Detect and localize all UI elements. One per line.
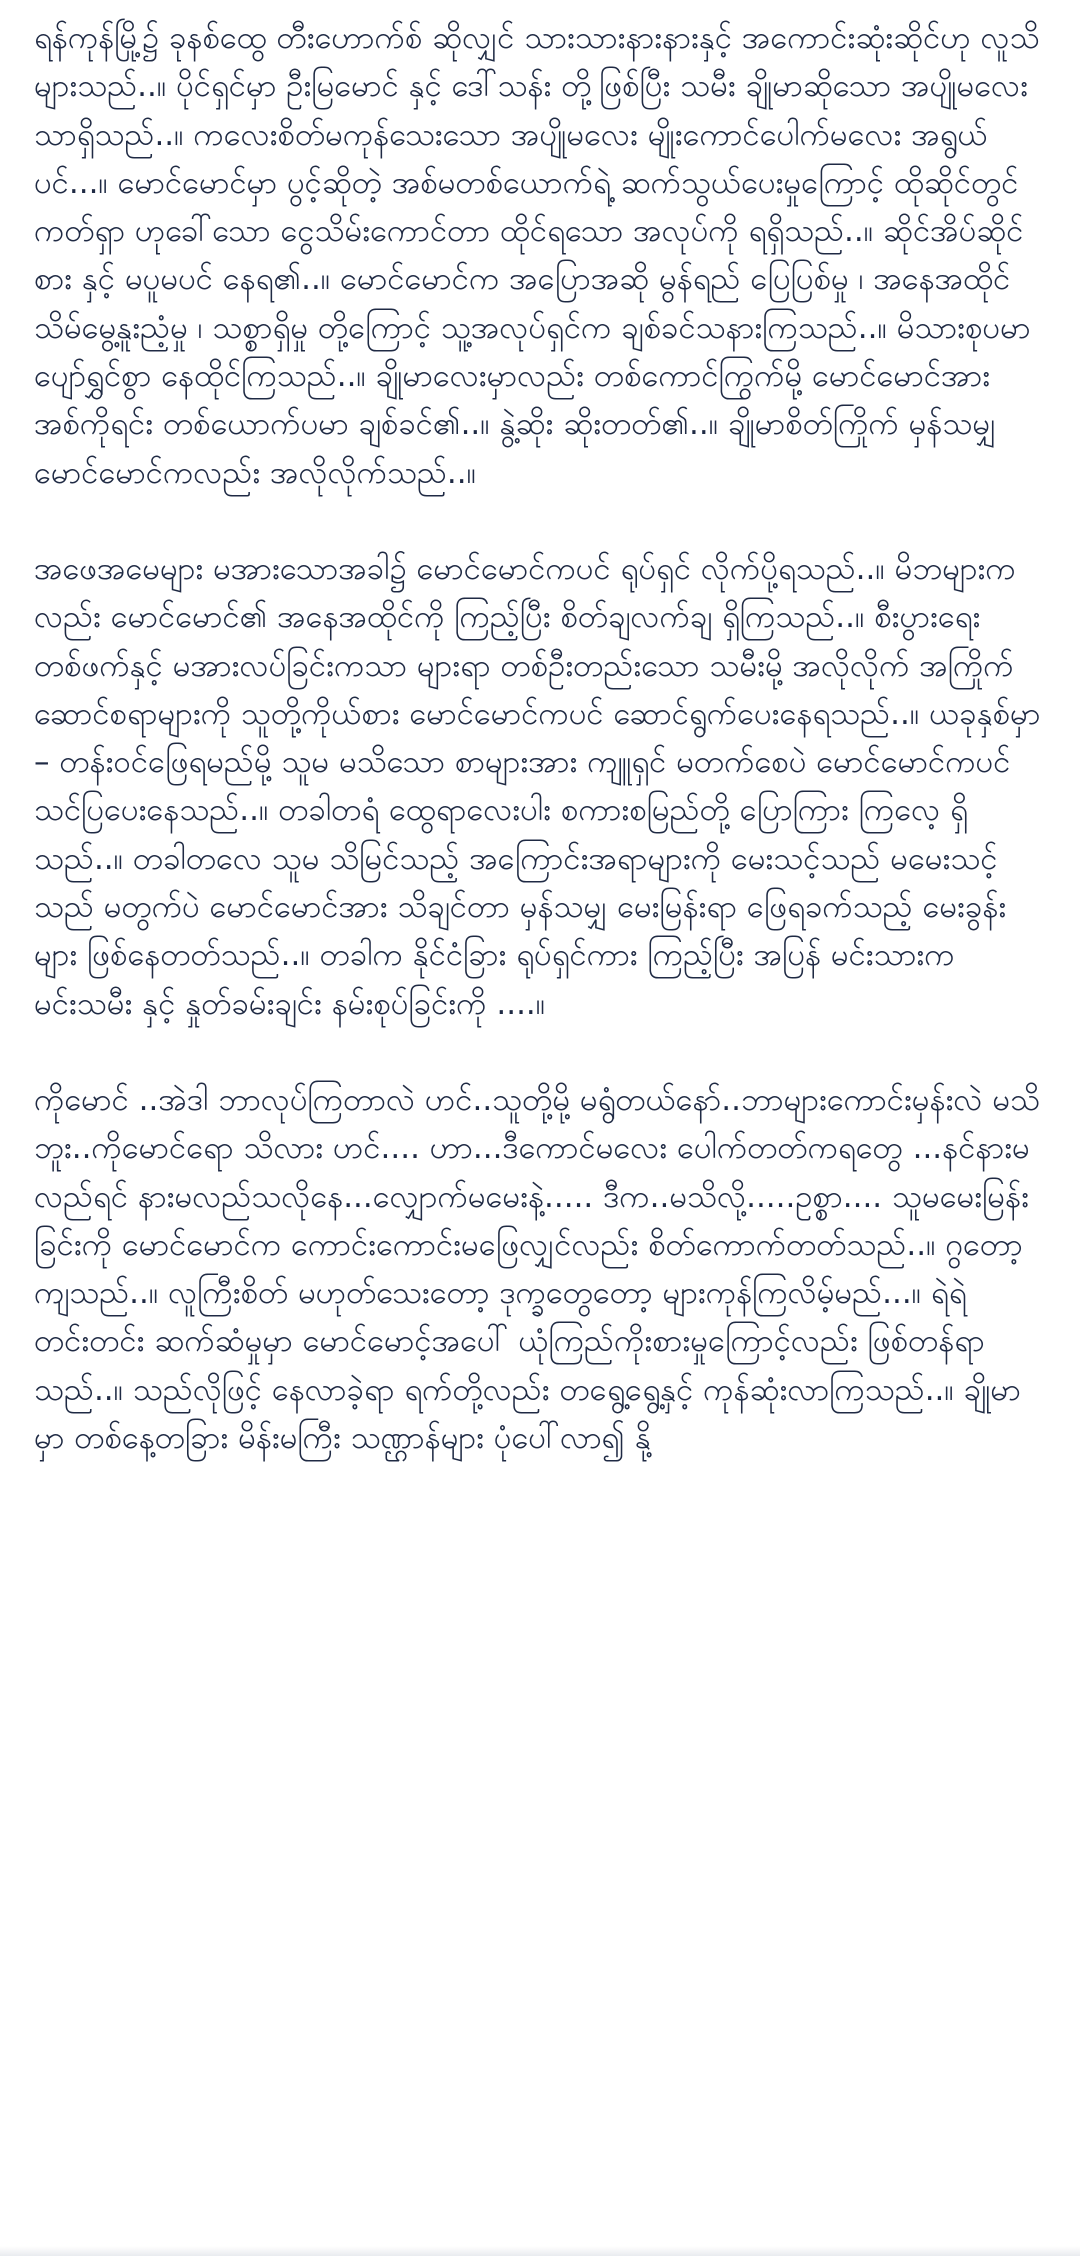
paragraph-2: အဖေအမေများ မအားသောအခါ၌ မောင်မောင်ကပင် ရုပ်ရှင် လိုက်ပို့ရသည်..။ မိဘများကလည်း မောင်မောင်၏ အနေအထိုင်ကို ကြည့်ပြီး စိတ်ချလက်ချ ရှိကြသည်..။ စီးပွားရေးတစ်ဖက်နှင့် မအားလပ်ခြင်းကသာ များရာ တစ်ဦးတည်းသော သမီးမို့ အလိုလိုက် အကြိုက်ဆောင်စရာများကို သူတို့ကိုယ်စား မောင်မောင်ကပင် ဆောင်ရွက်ပေးနေရသည်..။ ယခုနှစ်မှာ – တန်းဝင်ဖြေရမည်မို့ သူမ မသိသော စာများအား ကျူရှင် မတက်စေပဲ မောင်မောင်ကပင် သင်ပြပေးနေသည်..။ တခါတရံ ထွေရာလေးပါး စကားစမြည်တို့ ပြောကြား ကြလေ့ ရှိသည်..။ တခါတလေ သူမ သိမြင်သည့် အကြောင်းအရာများကို မေးသင့်သည် မမေးသင့်သည် မတွက်ပဲ မောင်မောင်အား သိချင်တာ မှန်သမျှ မေးမြန်းရာ ဖြေရခက်သည့် မေးခွန်းများ ဖြစ်နေတတ်သည်..။ တခါက နိုင်ငံခြား ရုပ်ရှင်ကား ကြည့်ပြီး အပြန် မင်းသားက မင်းသမီး နှင့် နှုတ်ခမ်းချင်း နမ်းစုပ်ခြင်းကို ....။ bbox=[34, 550, 1041, 1022]
bottom-edge-shadow bbox=[0, 2246, 1080, 2256]
paragraph-3: ကိုမောင် ..အဲဒါ ဘာလုပ်ကြတာလဲ ဟင်..သူတို့မို့ မရွံတယ်နော်..ဘာများကောင်းမှန်းလဲ မသိဘူး..ကိုမောင်ရော သိလား ဟင်.... ဟာ...ဒီကောင်မလေး ပေါက်တတ်ကရတွေ ...နင်နားမလည်ရင် နားမလည်သလိုနေ...လျှောက်မမေးနဲ့..... ဒီက..မသိလို့.....ဥစ္စာ.... သူမမေးမြန်းခြင်းကို မောင်မောင်က ကောင်းကောင်းမဖြေလျှင်လည်း စိတ်ကောက်တတ်သည်..။ ဂွတော့ ကျသည်..။ လူကြီးစိတ် မဟုတ်သေးတော့ ဒုက္ခတွေတော့ များကုန်ကြလိမ့်မည်...။ ရဲရဲတင်းတင်း ဆက်ဆံမှုမှာ မောင်မောင့်အပေါ် ယုံကြည်ကိုးစားမှုကြောင့်လည်း ဖြစ်တန်ရာသည်..။ သည်လိုဖြင့် နေလာခဲ့ရာ ရက်တို့လည်း တရွေ့ရွေ့နှင့် ကုန်ဆုံးလာကြသည်..။ ချိုမာမှာ တစ်နေ့တခြား မိန်းမကြီး သဏ္ဌာန်များ ပုံပေါ်လာ၍ နို့ bbox=[34, 1081, 1041, 1457]
paragraph-spacer bbox=[34, 497, 1046, 545]
article-body bbox=[34, 14, 1046, 1462]
paragraph-spacer bbox=[34, 1028, 1046, 1076]
paragraph-1: ရန်ကုန်မြို့၌ ခုနစ်ထွေ တီးဟောက်စ် ဆိုလျှင် သားသားနားနားနှင့် အကောင်းဆုံးဆိုင်ဟု လူသိများသည်..။ ပိုင်ရှင်မှာ ဦးမြမောင် နှင့် ဒေါ်သန်း တို့ဖြစ်ပြီး သမီး ချိုမာဆိုသော အပျိုမလေး သာရှိသည်..။ ကလေးစိတ်မကုန်သေးသော အပျိုမလေး မျိုးကောင်ပေါက်မလေး အရွယ်ပင်...။ မောင်မောင်မှာ ပွင့်ဆိုတဲ့ အစ်မတစ်ယောက်ရဲ့ ဆက်သွယ်ပေးမှုကြောင့် ထိုဆိုင်တွင် ကတ်ရှာ ဟုခေါ်သော ငွေသိမ်းကောင်တာ ထိုင်ရသော အလုပ်ကို ရရှိသည်..။ ဆိုင်အိပ်ဆိုင်စား နှင့် မပူမပင် နေရ၏..။ မောင်မောင်က အပြောအဆို မွန်ရည် ပြေပြစ်မှု ၊ အနေအထိုင် သိမ်မွေ့နူးညံ့မှု ၊ သစ္စာရှိမှု တို့ကြောင့် သူ့အလုပ်ရှင်က ချစ်ခင်သနားကြသည်..။ မိသားစုပမာ ပျော်ရွှင်စွာ နေထိုင်ကြသည်..။ ချိုမာလေးမှာလည်း တစ်ကောင်ကြွက်မို့ မောင်မောင်အား အစ်ကိုရင်း တစ်ယောက်ပမာ ချစ်ခင်၏..။ နွဲ့ဆိုး ဆိုးတတ်၏..။ ချိုမာစိတ်ကြိုက် မှန်သမျှ မောင်မောင်ကလည်း အလိုလိုက်သည်..။ bbox=[34, 20, 1040, 491]
